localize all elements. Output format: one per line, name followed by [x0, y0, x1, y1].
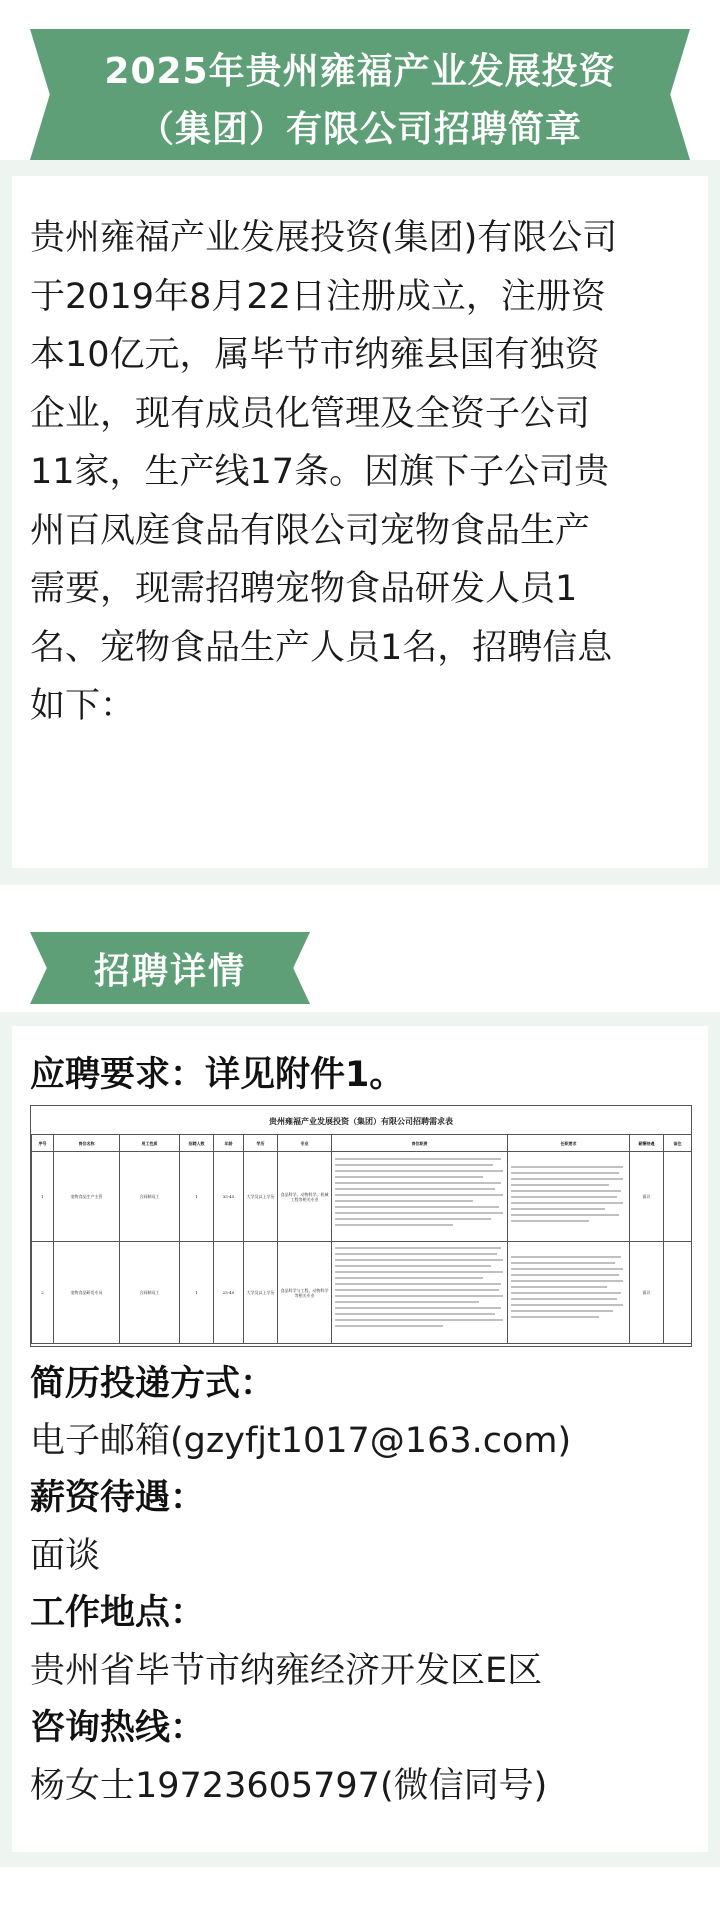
table-header: 岗位职责 — [332, 1135, 508, 1152]
table-cell: 1 — [32, 1152, 54, 1242]
table-cell: 1 — [180, 1242, 214, 1344]
salary-heading: 薪资待遇： — [30, 1478, 206, 1518]
illegible-text-lines — [509, 1153, 627, 1237]
table-cell: 大学及以上学历 — [244, 1242, 278, 1344]
table-header: 薪酬待遇 — [630, 1135, 664, 1152]
table-cell: 宠物食品生产主管 — [54, 1152, 120, 1242]
table-cell: 合同制员工 — [120, 1242, 180, 1344]
illegible-text-lines — [509, 1243, 627, 1339]
hotline-value[interactable]: 杨女士19723605797(微信同号) — [30, 1766, 548, 1806]
table-cell: 食品科学与工程、动物科学等相关专业 — [278, 1242, 332, 1344]
salary-value: 面谈 — [30, 1536, 101, 1576]
table-header: 年龄 — [214, 1135, 244, 1152]
table-cell-duties — [332, 1152, 508, 1242]
page-title-line-2: （集团）有限公司招聘简章 — [137, 109, 582, 150]
table-cell: 面议 — [630, 1152, 664, 1242]
attachment-title: 贵州雍福产业发展投资（集团）有限公司招聘需求表 — [31, 1108, 691, 1135]
table-cell-requirements — [508, 1152, 630, 1242]
table-cell — [664, 1152, 692, 1242]
table-row — [32, 1242, 692, 1344]
table-cell: 宠物食品研发专员 — [54, 1242, 120, 1344]
table-header: 学历 — [244, 1135, 278, 1152]
resume-heading: 简历投递方式： — [30, 1364, 276, 1404]
table-header: 专业 — [278, 1135, 332, 1152]
resume-email[interactable]: 电子邮箱(gzyfjt1017@163.com) — [30, 1421, 572, 1461]
requirements-heading: 应聘要求：详见附件1。 — [30, 1055, 405, 1095]
table-header: 备注 — [664, 1135, 692, 1152]
table-header: 任职要求 — [508, 1135, 630, 1152]
table-cell: 1 — [180, 1152, 214, 1242]
page-title-line-1: 2025年贵州雍福产业发展投资 — [104, 51, 616, 92]
table-cell-duties — [332, 1242, 508, 1344]
table-row — [32, 1152, 692, 1242]
table-cell: 面议 — [630, 1242, 664, 1344]
table-cell — [664, 1242, 692, 1344]
table-header: 岗位名称 — [54, 1135, 120, 1152]
table-cell: 大学及以上学历 — [244, 1152, 278, 1242]
attachment-table — [30, 1105, 692, 1347]
table-cell: 25-40 — [214, 1242, 244, 1344]
table-header: 招聘人数 — [180, 1135, 214, 1152]
hotline-heading: 咨询热线： — [30, 1708, 206, 1748]
table-cell: 35-45 — [214, 1152, 244, 1242]
location-heading: 工作地点： — [30, 1593, 206, 1633]
attachment-header-row — [32, 1135, 692, 1152]
table-cell: 2 — [32, 1242, 54, 1344]
table-cell: 合同制员工 — [120, 1152, 180, 1242]
table-header: 用工性质 — [120, 1135, 180, 1152]
illegible-text-lines — [333, 1243, 505, 1339]
table-header: 序号 — [32, 1135, 54, 1152]
table-cell: 食品科学、动物科学、机械工程等相关专业 — [278, 1152, 332, 1242]
intro-paragraph: 贵州雍福产业发展投资(集团)有限公司 于2019年8月22日注册成立，注册资 本10亿元，属毕节市纳雍县国有独资 企业，现有成员化管理及全资子公司 11家，生产线17条。因旗下子公司贵 州百凤庭食品有限公司宠物食品生产 需要，现需招聘宠物食品研发人员1 名、宠物食品生产人员1名，招聘信息 如下： — [30, 218, 618, 726]
illegible-text-lines — [333, 1153, 505, 1237]
table-cell-requirements — [508, 1242, 630, 1344]
section-tab-label: 招聘详情 — [93, 951, 246, 992]
attachment-grid — [31, 1134, 692, 1344]
location-value: 贵州省毕节市纳雍经济开发区E区 — [30, 1651, 543, 1691]
